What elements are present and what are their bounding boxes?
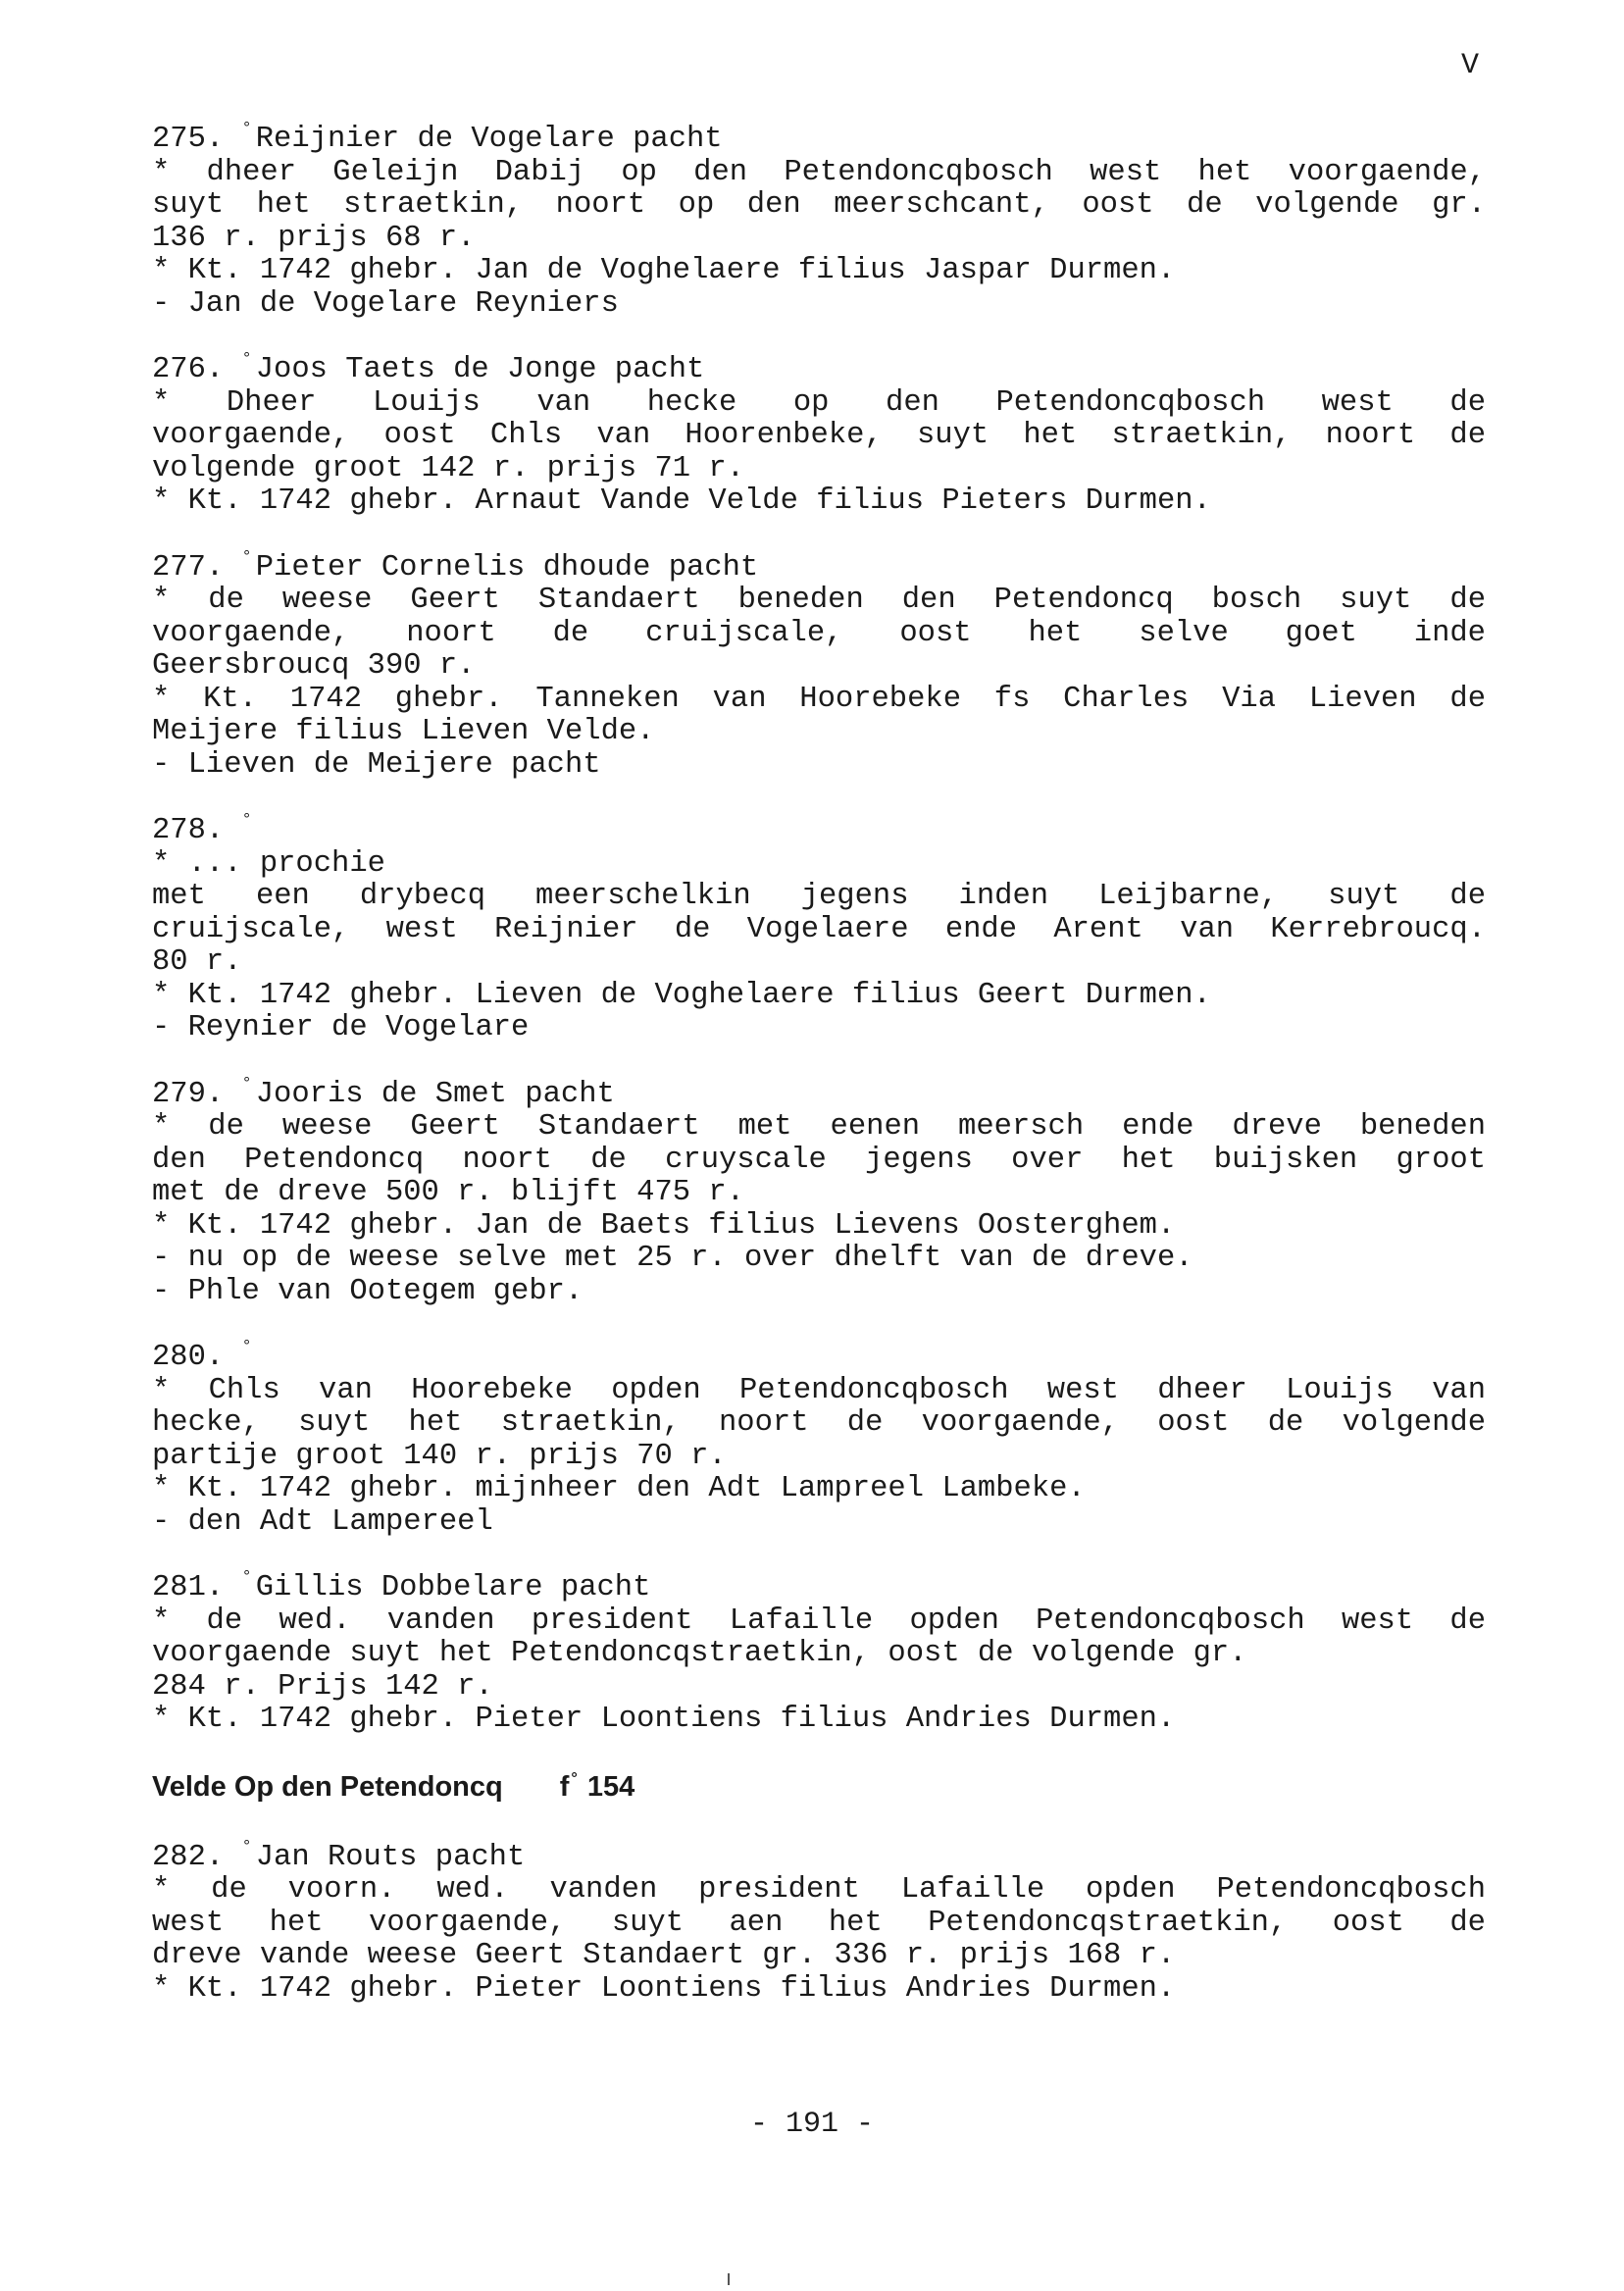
entry: [152, 350, 1486, 519]
entry-line: * ... prochie: [152, 846, 385, 881]
entry-header: [152, 120, 1486, 157]
entry-header: [152, 811, 1486, 848]
degree-mark: °: [241, 547, 252, 567]
degree-mark: °: [241, 120, 252, 138]
entry-line: dreve vande weese Geert Standaert gr. 336 r. prijs 168 r.: [152, 1939, 1176, 1972]
entry-name: Pieter Cornelis dhoude pacht: [255, 550, 759, 585]
entry-header: [152, 350, 1486, 387]
entry-line: - Reynier de Vogelare: [152, 1011, 530, 1044]
degree-mark: °: [571, 1769, 578, 1787]
scan-artifact: [728, 2273, 730, 2285]
page-marker: V: [1461, 49, 1480, 82]
entry-name: Reijnier de Vogelare pacht: [255, 123, 723, 156]
entry-line: suyt het straetkin, noort op den meerschcant, oost de volgende gr.: [152, 188, 1486, 222]
entry-name: Jan Routs pacht: [255, 1840, 526, 1874]
entry: [152, 547, 1486, 783]
entry-line: volgende groot 142 r. prijs 71 r.: [152, 451, 744, 485]
entry-line: met de dreve 500 r. blijft 475 r.: [152, 1176, 744, 1209]
entry-line: * dheer Geleijn Dabij op den Petendoncqbosch west het voorgaende,: [152, 155, 1486, 189]
entry: [152, 811, 1486, 1045]
entry-line: den Petendoncq noort de cruyscale jegens over het buijsken groot: [152, 1143, 1486, 1177]
entries-list-after: [152, 1837, 1486, 2007]
section-heading-folio: [560, 1771, 635, 1803]
entry-line: * Kt. 1742 ghebr. Lieven de Voghelaere filius Geert Durmen.: [152, 978, 1211, 1012]
entry: [152, 1568, 1486, 1737]
entry-line: * Chls van Hoorebeke opden Petendoncqbosch west dheer Louijs van: [152, 1373, 1486, 1407]
entry-header: [152, 1837, 1486, 1875]
entry-line: - Jan de Vogelare Reyniers: [152, 286, 619, 321]
entry-number: 276.: [152, 353, 225, 386]
folio-number: 154: [586, 1770, 635, 1803]
degree-mark: °: [241, 1074, 252, 1094]
entry-name: Gillis Dobbelare pacht: [255, 1571, 651, 1604]
degree-mark: °: [241, 811, 252, 830]
entry-line: voorgaende, oost Chls van Hoorenbeke, suyt het straetkin, noort de: [152, 419, 1486, 452]
entry-line: met een drybecq meerschelkin jegens inden Leijbarne, suyt de: [152, 880, 1486, 913]
entry-line: - den Adt Lampereel: [152, 1504, 493, 1539]
entry-number: 279.: [152, 1077, 225, 1111]
entry-line: voorgaende suyt het Petendoncqstraetkin, oost de volgende gr.: [152, 1637, 1247, 1670]
entry-header: [152, 1338, 1486, 1375]
entry-line: Geersbroucq 390 r.: [152, 649, 476, 683]
entry: [152, 1074, 1486, 1309]
entry-line: * de weese Geert Standaert met eenen meersch ende dreve beneden: [152, 1110, 1486, 1144]
degree-mark: °: [241, 1338, 252, 1356]
entry-line: 80 r.: [152, 945, 242, 979]
entry-number: 282.: [152, 1840, 225, 1874]
entry-line: * de weese Geert Standaert beneden den Petendoncq bosch suyt de: [152, 584, 1486, 617]
entry-line: partije groot 140 r. prijs 70 r.: [152, 1439, 727, 1473]
entry-line: * Kt. 1742 ghebr. Jan de Baets filius Lievens Oosterghem.: [152, 1208, 1176, 1243]
entry-header: [152, 547, 1486, 585]
entry-line: hecke, suyt het straetkin, noort de voorgaende, oost de volgende: [152, 1406, 1486, 1440]
entry-line: * Kt. 1742 ghebr. Pieter Loontiens filius Andries Durmen.: [152, 1971, 1176, 2006]
entry-header: [152, 1568, 1486, 1605]
entry-line: - Phle van Ootegem gebr.: [152, 1274, 584, 1308]
entry-line: voorgaende, noort de cruijscale, oost het selve goet inde: [152, 616, 1486, 650]
entry-line: * Kt. 1742 ghebr. Jan de Voghelaere filius Jaspar Durmen.: [152, 254, 1176, 287]
degree-mark: °: [241, 1837, 252, 1857]
entry-line: 136 r. prijs 68 r.: [152, 221, 476, 255]
entry-line: * Kt. 1742 ghebr. Pieter Loontiens filius Andries Durmen.: [152, 1703, 1176, 1736]
section-heading: [152, 1770, 1486, 1808]
entry-line: * de voorn. wed. vanden president Lafaille opden Petendoncqbosch: [152, 1873, 1486, 1907]
degree-mark: °: [241, 350, 252, 369]
entry-line: * Kt. 1742 ghebr. mijnheer den Adt Lampreel Lambeke.: [152, 1472, 1086, 1505]
entry-number: 277.: [152, 550, 225, 585]
entry-number: 278.: [152, 814, 225, 847]
entries-list: [152, 120, 1486, 1737]
entry-line: * de wed. vanden president Lafaille opden Petendoncqbosch west de: [152, 1604, 1486, 1638]
entry: [152, 120, 1486, 321]
entry: [152, 1837, 1486, 2007]
folio-prefix: f: [559, 1770, 570, 1803]
entry-line: - nu op de weese selve met 25 r. over dhelft van de dreve.: [152, 1242, 1193, 1275]
entry-header: [152, 1074, 1486, 1112]
entry: [152, 1338, 1486, 1539]
entry-line: 284 r. Prijs 142 r.: [152, 1669, 493, 1704]
degree-mark: °: [241, 1568, 252, 1587]
document-body: [152, 120, 1486, 2039]
entry-number: 280.: [152, 1341, 225, 1374]
entry-line: cruijscale, west Reijnier de Vogelaere ende Arent van Kerrebroucq.: [152, 912, 1486, 946]
entry-number: 275.: [152, 123, 225, 156]
entry-name: Jooris de Smet pacht: [255, 1077, 615, 1111]
page-number: - 191 -: [749, 2108, 875, 2141]
entry-name: Joos Taets de Jonge pacht: [255, 353, 705, 386]
entry-line: * Kt. 1742 ghebr. Tanneken van Hoorebeke fs Charles Via Lieven de: [152, 682, 1486, 716]
section-heading-title: Velde Op den Petendoncq: [152, 1770, 503, 1803]
entry-number: 281.: [152, 1571, 225, 1604]
entry-line: * Kt. 1742 ghebr. Arnaut Vande Velde filius Pieters Durmen.: [152, 484, 1211, 518]
entry-line: Meijere filius Lieven Velde.: [152, 715, 655, 748]
entry-line: * Dheer Louijs van hecke op den Petendoncqbosch west de: [152, 385, 1486, 420]
entry-line: west het voorgaende, suyt aen het Petendoncqstraetkin, oost de: [152, 1906, 1486, 1940]
entry-line: - Lieven de Meijere pacht: [152, 747, 601, 782]
